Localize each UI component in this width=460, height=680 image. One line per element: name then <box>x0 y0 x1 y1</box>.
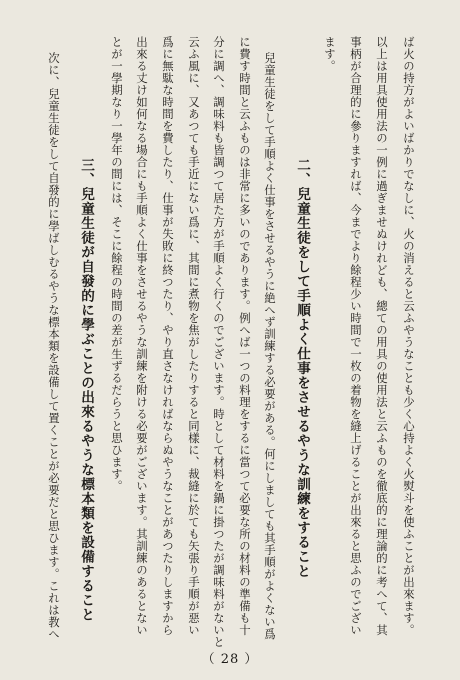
text-column-1: ば火の持方がよいばかりでなしに、火の消えると云ふやうなことも少く心持よく火熨斗を使ふことが出來ます。 <box>402 36 416 636</box>
page-number: （ 28 ） <box>201 652 259 667</box>
section-heading-3: 三、兒童生徒が自發的に學ぶことの出來るやうな標本類を設備すること <box>78 158 94 622</box>
text-column-12: とが一學期なり一學年の間には、そこに餘程の時間の差が生ずるだらうと思ひます。 <box>110 36 124 492</box>
text-column-3: 事柄が合理的に參りますれば、今までより餘程少い時間で一枚の着物を縫上げることが出來ると思ふのでござい <box>349 36 363 636</box>
text-column-10: 爲に無駄な時間を費したり、仕事が失敗に終つたり、やり直さなければならぬやうなことがあつたりしますから <box>161 36 175 636</box>
text-column-8: 分に調へ、調味料も皆調つて居た方が手順よく行くのでございます。時として材料を鍋に掛つたが調味料がないと <box>212 36 226 648</box>
text-column-14: 次に、兒童生徒をして自發的に學ばしむるやうな標本類を設備して置くことが必要だと思ひます。これは教へ <box>47 52 61 640</box>
text-column-11: 出來る丈け如何なる場合にも手順よく仕事をさせるやうな訓練を附ける必要がございます。其訓練のあるとない <box>135 36 149 636</box>
text-column-7: に費す時間と云ふものは非常に多いのであります。例へば一つの料理をするに當つて必要な所の材料の準備も十 <box>238 36 252 636</box>
text-column-6: 兒童生徒をして手順よく仕事をさせるやうに絶へず訓練する必要がある。何にしましても其手順がよくない爲 <box>263 52 277 640</box>
section-heading-2: 二、兒童生徒をして手順よく仕事をさせるやうな訓練をすること <box>294 158 310 579</box>
text-column-2: 以上は用具使用法の一例に過ぎませぬけれども、總ての用具の使用法と云ふものを徹底的に理論的に考へて、其 <box>375 36 389 636</box>
text-column-4: ます。 <box>323 36 337 72</box>
text-column-9: 云ふ風に、又あつても手近にない爲に、其間に煮物を焦がしたりすると同樣に、裁縫に於ても矢張り手順が惡い <box>187 36 201 636</box>
